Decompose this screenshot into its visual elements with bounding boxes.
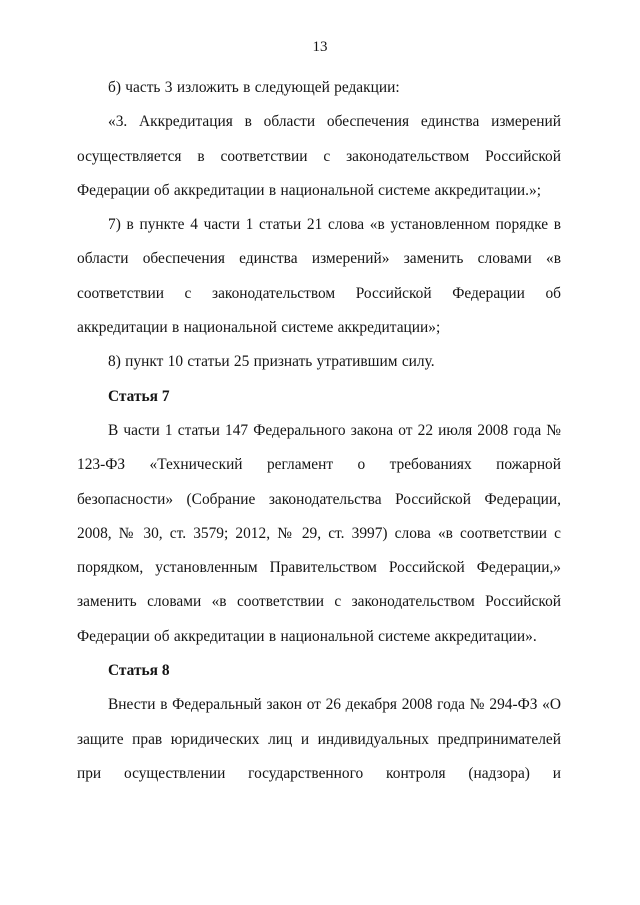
paragraph-item8: 8) пункт 10 статьи 25 признать утратившим силу. bbox=[108, 353, 435, 371]
paragraph-part3-text: «3. Аккредитация в области обеспечения единства измерений осуществляется в соответствии с законодательством Российской Федерации об аккредитации в национальной системе аккредитации.»; bbox=[77, 113, 561, 199]
paragraph-item7: 7) в пункте 4 части 1 статьи 21 слова «в установленном порядке в области обеспечения единства измерений» заменить словами «в соответствии с законодательством Российской Федерации об аккредитации в национальной системе аккредитации»; bbox=[77, 216, 561, 337]
document-body bbox=[77, 71, 561, 791]
article-7-heading: Статья 7 bbox=[108, 387, 170, 405]
article-7-text: В части 1 статьи 147 Федерального закона от 22 июля 2008 года № 123-ФЗ «Технический регламент о требованиях пожарной безопасности» (Собрание законодательства Российской Федерации, 2008, № 30, ст. 3579; 2012, № 29, ст. 3997) слова «в соответствии с порядком, установленным Правительством Российской Федерации,» заменить словами «в соответствии с законодательством Российской Федерации об аккредитации в национальной системе аккредитации». bbox=[77, 421, 561, 645]
article-8-heading: Статья 8 bbox=[108, 662, 170, 680]
article-8-text: Внести в Федеральный закон от 26 декабря 2008 года № 294-ФЗ «О защите прав юридических лиц и индивидуальных предпринимателей при осуществлении государственного контроля (надзора) и bbox=[77, 696, 561, 782]
paragraph-part3-intro: б) часть 3 изложить в следующей редакции: bbox=[108, 79, 400, 96]
page-number: 13 bbox=[312, 39, 328, 55]
